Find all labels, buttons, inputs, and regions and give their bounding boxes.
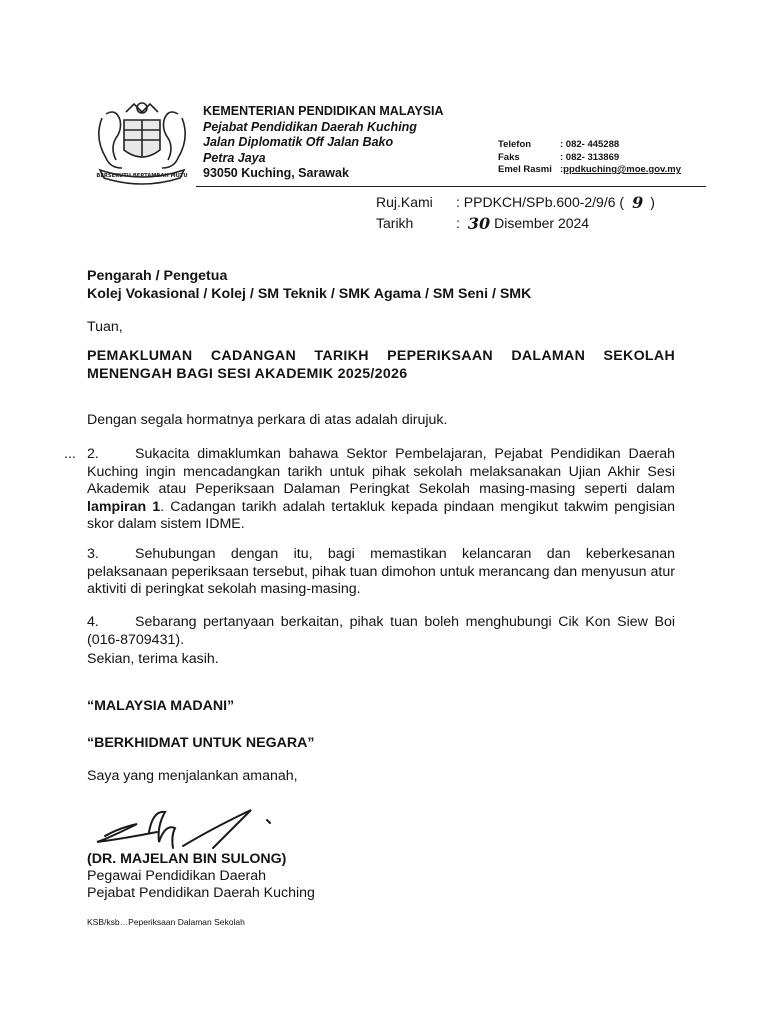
email-label: Emel Rasmi [498,164,552,175]
signer-office: Pejabat Pendidikan Daerah Kuching [87,885,315,902]
recipient-block [87,268,675,303]
email-link[interactable]: ppdkuching@moe.gov.my [563,164,681,175]
paragraph-4-number: 4. [87,614,99,631]
paragraph-2-text-a: Sukacita dimaklumkan bahawa Sektor Pembelajaran, Pejabat Pendidikan Daerah Kuching ingin mencadangkan tarikh untuk pihak sekolah melaksanakan Ujian Akhir Sesi Akademik atau Peperiksaan Dalaman Peringkat Sekolah masing-masing seperti dalam [87,446,675,498]
tarikh-handwritten: 30 [467,214,491,233]
ruj-handwritten: 9 [632,193,644,212]
ruj-close: ) [650,194,655,210]
recipient-line-2: Kolej Vokasional / Kolej / SM Teknik / SMK Agama / SM Seni / SMK [87,285,532,302]
paragraph-2 [64,446,675,534]
paragraph-2-text-b: . Cadangan tarikh adalah tertakluk kepada pindaan mengikut takwim pengisian skor dalam sistem IDME. [87,498,675,533]
paragraph-4-text: Sebarang pertanyaan berkaitan, pihak tuan boleh menghubungi Cik Kon Siew Boi (016-8709431). [87,614,675,648]
tarikh-sep: : [456,215,460,231]
paragraph-3-text: Sehubungan dengan itu, bagi memastikan kelancaran dan keberkesanan pelaksanaan peperiksaan tersebut, pihak tuan dimohon untuk merancang dan menyusun atur aktiviti di peringkat sekolah masing-masing. [87,546,675,598]
subject-line-1: PEMAKLUMAN CADANGAN TARIKH PEPERIKSAAN DALAMAN SEKOLAH [87,348,675,364]
closing-line: Sekian, terima kasih. [87,651,219,667]
phone-label: Telefon [498,139,532,150]
ruj-label: Ruj.Kami [376,194,433,210]
paragraph-3 [87,546,675,599]
slogan-berkhidmat: “BERKHIDMAT UNTUK NEGARA” [87,735,315,751]
fax-value: : 082- 313869 [560,151,620,163]
recipient-line-1: Pengarah / Pengetua [87,268,228,284]
paragraph-4 [87,614,675,649]
trust-line: Saya yang menjalankan amanah, [87,768,298,784]
subject-line-2: MENENGAH BAGI SESI AKADEMIK 2025/2026 [87,365,408,382]
file-reference-footer: KSB/ksb…Peperiksaan Dalaman Sekolah [87,917,245,927]
fax-label: Faks [498,151,520,163]
coat-of-arms-icon [86,100,198,186]
email-sep: : [560,164,564,175]
contact-block [498,139,681,177]
address-line-2: Petra Jaya [203,150,266,165]
slogan-malaysia-madani: “MALAYSIA MADANI” [87,698,235,714]
paragraph-2-number: 2. [87,446,99,463]
phone-value: : 082- 445288 [560,139,620,150]
ministry-name: KEMENTERIAN PENDIDIKAN MALAYSIA [203,104,444,118]
paragraph-2-dots: ... [64,446,76,463]
address-line-3: 93050 Kuching, Sarawak [203,166,349,181]
office-address [203,104,444,182]
reference-block [376,192,655,234]
paragraph-3-number: 3. [87,546,99,563]
paragraph-2-attachment: lampiran 1 [87,498,161,515]
ruj-value: : PPDKCH/SPb.600-2/9/6 ( [456,194,625,210]
signer-block [87,851,315,903]
tarikh-label: Tarikh [376,215,414,231]
signer-name: (DR. MAJELAN BIN SULONG) [87,851,287,867]
office-name: Pejabat Pendidikan Daerah Kuching [203,119,417,134]
subject-heading [87,348,675,383]
header-divider [196,186,706,187]
tarikh-value: Disember 2024 [494,215,590,231]
paragraph-1: Dengan segala hormatnya perkara di atas adalah dirujuk. [87,412,448,429]
address-line-1: Jalan Diplomatik Off Jalan Bako [203,135,394,150]
crest-banner-text: BERSEKUTU BERTAMBAH MUTU [96,173,188,179]
salutation: Tuan, [87,319,123,335]
signer-title: Pegawai Pendidikan Daerah [87,868,267,885]
